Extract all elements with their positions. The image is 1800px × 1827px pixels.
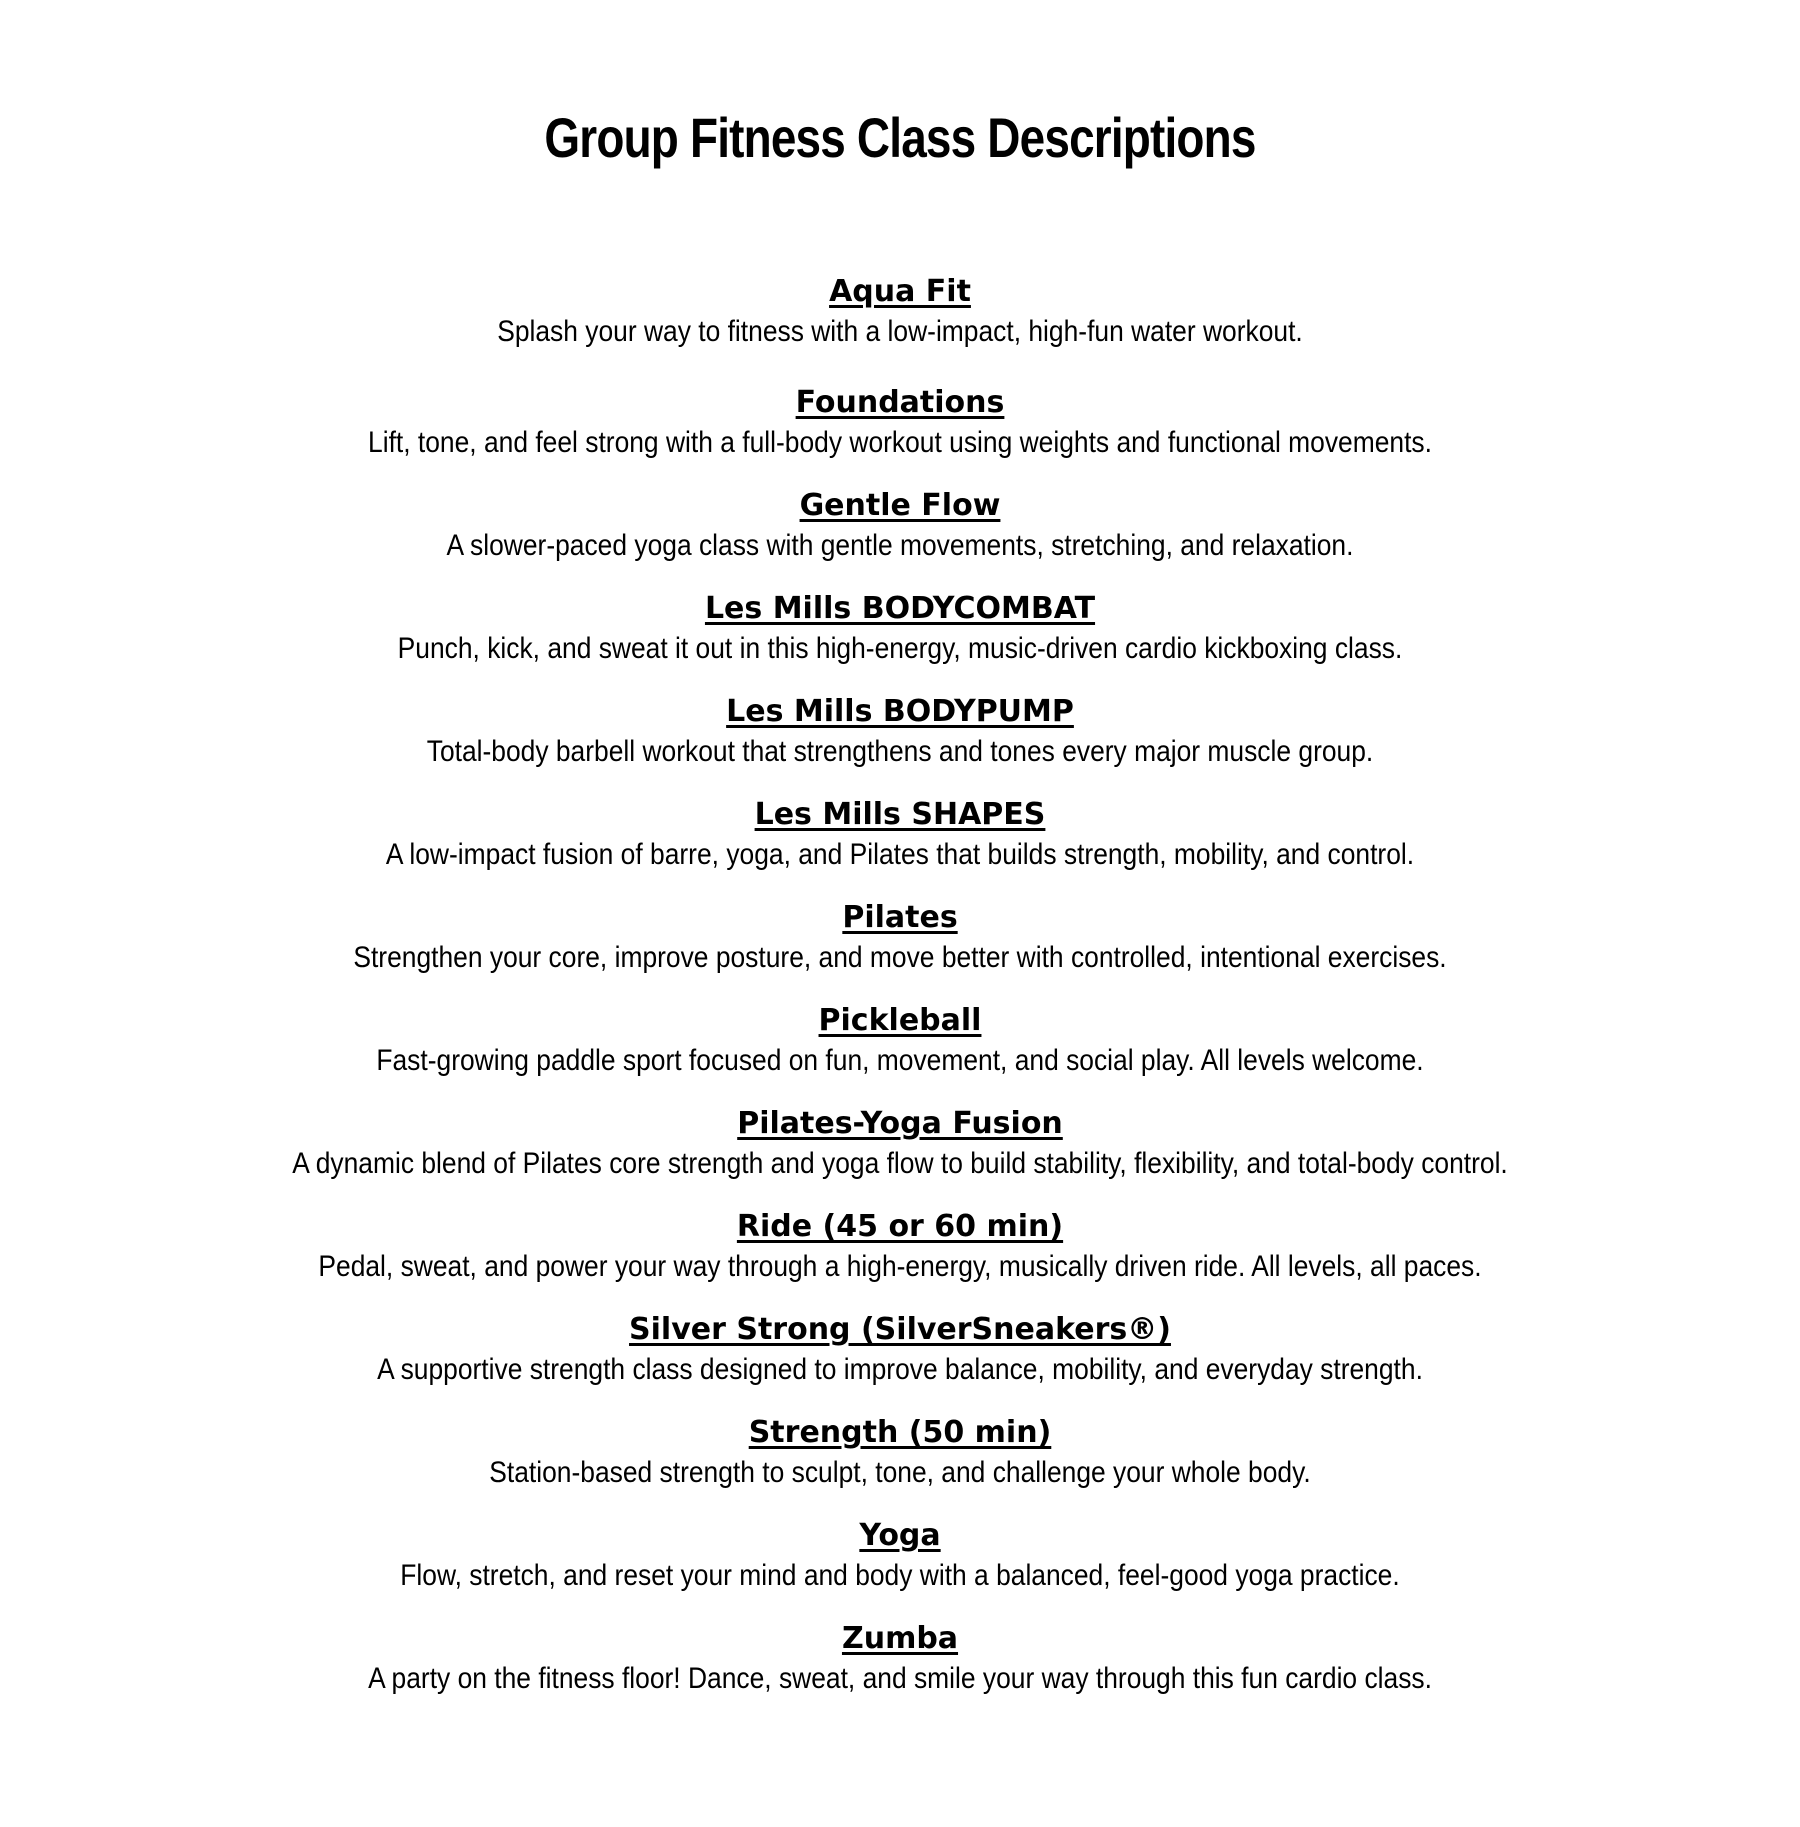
class-entry-gentle-flow	[0, 486, 1800, 566]
class-description: A supportive strength class designed to improve balance, mobility, and everyday strength.	[377, 1353, 1423, 1386]
class-name: Les Mills BODYCOMBAT	[704, 591, 1096, 626]
class-name: Pilates-Yoga Fusion	[737, 1106, 1063, 1141]
class-description: A party on the fitness floor! Dance, sweat, and smile your way through this fun cardio class.	[368, 1662, 1432, 1695]
class-name: Pilates	[842, 900, 958, 935]
class-description: Strengthen your core, improve posture, and move better with controlled, intentional exercises.	[353, 941, 1447, 974]
class-entry-zumba	[0, 1619, 1800, 1699]
class-entry-yoga	[0, 1516, 1800, 1596]
class-name: Zumba	[841, 1621, 959, 1656]
class-entry-silver-strong	[0, 1310, 1800, 1390]
class-name: Silver Strong (SilverSneakers®)	[629, 1312, 1171, 1347]
class-description: Pedal, sweat, and power your way through a high-energy, musically driven ride. All levels, all paces.	[318, 1250, 1482, 1283]
class-description: Fast-growing paddle sport focused on fun, movement, and social play. All levels welcome.	[376, 1044, 1424, 1077]
class-entry-pickleball	[0, 1001, 1800, 1081]
class-description: A low-impact fusion of barre, yoga, and Pilates that builds strength, mobility, and control.	[385, 838, 1415, 871]
class-description: A dynamic blend of Pilates core strength and yoga flow to build stability, flexibility, and total-body control.	[292, 1147, 1508, 1180]
class-entry-ride	[0, 1207, 1800, 1287]
class-entry-foundations	[0, 383, 1800, 463]
class-entry-pilates-yoga-fusion	[0, 1104, 1800, 1184]
class-name: Pickleball	[818, 1003, 982, 1038]
class-name: Gentle Flow	[799, 488, 1001, 523]
class-description: Lift, tone, and feel strong with a full-body workout using weights and functional movements.	[368, 426, 1432, 459]
class-name: Les Mills BODYPUMP	[726, 694, 1074, 729]
class-description: Punch, kick, and sweat it out in this high-energy, music-driven cardio kickboxing class.	[397, 632, 1403, 665]
class-description: A slower-paced yoga class with gentle movements, stretching, and relaxation.	[446, 529, 1354, 562]
class-name: Yoga	[859, 1518, 941, 1553]
class-name: Aqua Fit	[829, 274, 971, 309]
class-name: Ride (45 or 60 min)	[736, 1209, 1064, 1244]
class-name: Strength (50 min)	[748, 1415, 1052, 1450]
class-entry-bodypump	[0, 692, 1800, 772]
class-description: Total-body barbell workout that strengthens and tones every major muscle group.	[426, 735, 1374, 768]
class-name: Foundations	[795, 385, 1005, 420]
class-description: Splash your way to fitness with a low-impact, high-fun water workout.	[497, 315, 1303, 348]
class-entry-shapes	[0, 795, 1800, 875]
class-entry-aqua-fit	[0, 272, 1800, 352]
class-name: Les Mills SHAPES	[754, 797, 1046, 832]
class-entry-pilates	[0, 898, 1800, 978]
class-entry-bodycombat	[0, 589, 1800, 669]
page-title: Group Fitness Class Descriptions	[544, 106, 1256, 169]
class-description: Station-based strength to sculpt, tone, and challenge your whole body.	[489, 1456, 1311, 1489]
class-entry-strength	[0, 1413, 1800, 1493]
class-description: Flow, stretch, and reset your mind and body with a balanced, feel-good yoga practice.	[400, 1559, 1400, 1592]
